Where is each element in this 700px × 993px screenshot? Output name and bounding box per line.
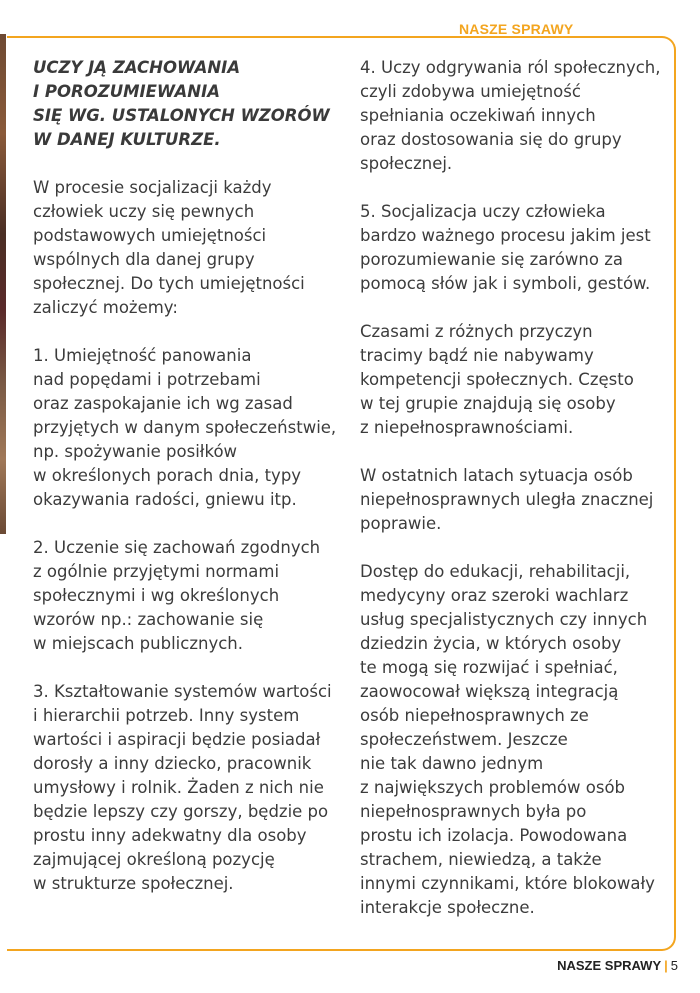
- page-number: 5: [670, 958, 678, 973]
- section-heading: UCZY JĄ ZACHOWANIA I POROZUMIEWANIA SIĘ WG. USTALONYCH WZORÓW W DANEJ KULTURZE.: [33, 58, 330, 149]
- paragraph: Czasami z różnych przyczyn tracimy bądź nie nabywamy kompetencji społecznych. Często w tej grupie znajdują się osoby z niepełnosprawnościami.: [360, 322, 634, 437]
- left-column: [33, 56, 353, 920]
- footer-separator: |: [664, 958, 668, 973]
- list-item-3: 3. Kształtowanie systemów wartości i hierarchii potrzeb. Inny system wartości i aspiracji będzie posiadał dorosły a inny dziecko, pracownik umysłowy i rolnik. Żaden z nich nie będzie lepszy czy gorszy, będzie po prostu inny adekwatny dla osoby zajmującej określoną pozycję w strukturze społecznej.: [33, 682, 332, 893]
- right-column: [360, 56, 670, 944]
- list-item-5: 5. Socjalizacja uczy człowieka bardzo ważnego procesu jakim jest porozumiewanie się zarówno za pomocą słów jak i symboli, gestów.: [360, 202, 651, 293]
- page-footer: [557, 958, 678, 973]
- paragraph: Dostęp do edukacji, rehabilitacji, medycyny oraz szeroki wachlarz usług specjalistycznych czy innych dziedzin życia, w których osoby te mogą się rozwijać i spełniać, zaowocował większą integracją osób niepełnosprawnych ze społeczeństwem. Jeszcze nie tak dawno jednym z największych problemów osób niepełnosprawnych była po prostu ich izolacja. Powodowana strachem, niewiedzą, a także innymi czynnikami, które blokowały interakcje społeczne.: [360, 562, 655, 917]
- footer-magazine-name: NASZE SPRAWY: [557, 958, 662, 973]
- list-item-2: 2. Uczenie się zachowań zgodnych z ogólnie przyjętymi normami społecznymi i wg określonych wzorów np.: zachowanie się w miejscach publicznych.: [33, 538, 321, 653]
- list-item-4: 4. Uczy odgrywania ról społecznych, czyli zdobywa umiejętność spełniania oczekiwań innych oraz dostosowania się do grupy społecznej.: [360, 58, 661, 173]
- list-item-1: 1. Umiejętność panowania nad popędami i potrzebami oraz zaspokajanie ich wg zasad przyjętych w danym społeczeństwie, np. spożywanie posiłków w określonych porach dnia, typy okazywania radości, gniewu itp.: [33, 346, 337, 509]
- photo-edge: [0, 34, 6, 534]
- paragraph: W ostatnich latach sytuacja osób niepełnosprawnych uległa znacznej poprawie.: [360, 466, 654, 533]
- section-tag: NASZE SPRAWY: [459, 21, 574, 37]
- paragraph: W procesie socjalizacji każdy człowiek uczy się pewnych podstawowych umiejętności wspólnych dla danej grupy społecznej. Do tych umiejętności zaliczyć możemy:: [33, 178, 305, 317]
